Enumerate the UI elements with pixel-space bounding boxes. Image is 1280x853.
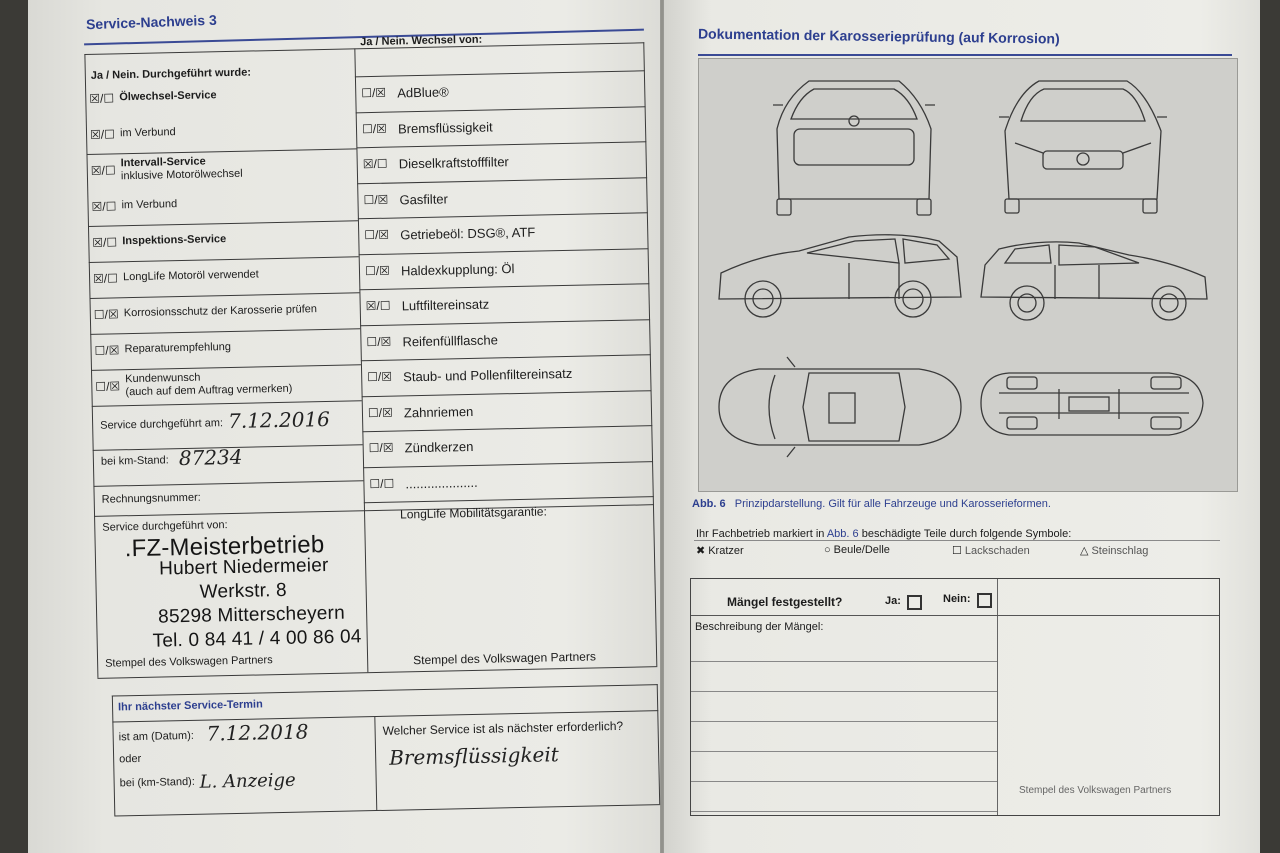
service-checkbox-pair[interactable]: ☒/☐ [92, 235, 118, 250]
row-line [361, 354, 651, 361]
stamp-text-line: Tel. 0 84 41 / 4 00 86 04 [152, 626, 362, 652]
part-checkbox-pair[interactable]: ☐/☒ [366, 334, 392, 349]
part-checkbox-pair[interactable]: ☒/☐ [362, 156, 388, 172]
stamp-caption-right: Stempel des Volkswagen Partners [412, 649, 597, 668]
right-column-header: Ja / Nein. Wechsel von: [360, 33, 483, 49]
damage-symbol-item [1080, 544, 1148, 557]
part-checkbox-pair[interactable]: ☐/☒ [364, 263, 390, 278]
part-checkbox-pair[interactable]: ☒/☐ [365, 298, 391, 314]
part-label: Gasfilter [399, 190, 449, 207]
part-label: Zündkerzen [404, 438, 474, 456]
next-date-label: ist am (Datum): [118, 729, 194, 744]
part-label: Bremsflüssigkeit [397, 118, 493, 136]
damage-symbol-item [824, 544, 890, 556]
row-line [88, 220, 358, 227]
row-line-invoice [94, 504, 654, 517]
row-line [362, 425, 652, 432]
damage-symbol-label: Beule/Delle [833, 544, 890, 556]
invoice-label: Rechnungsnummer: [101, 491, 201, 506]
part-label: Luftfiltereinsatz [401, 296, 490, 314]
next-frame-top [112, 684, 658, 696]
next-km-value[interactable]: L. Anzeige [199, 769, 296, 793]
service-checkbox-pair[interactable]: ☒/☐ [91, 199, 117, 214]
service-form [84, 24, 661, 836]
damage-symbol-icon: ○ [824, 544, 831, 556]
figure-caption [692, 498, 1051, 510]
damage-symbol-icon: ☐ [952, 545, 962, 557]
row-line [360, 319, 650, 326]
damage-symbols-legend [696, 544, 1216, 560]
instruction-ref: Abb. 6 [826, 528, 859, 540]
part-checkbox-pair[interactable]: ☐/☒ [363, 192, 389, 207]
description-line [691, 781, 997, 782]
description-label: Beschreibung der Mängel: [695, 621, 824, 633]
part-label: Zahnriemen [403, 403, 474, 420]
part-checkbox-pair[interactable]: ☐/☐ [369, 476, 395, 491]
next-frame-right [657, 684, 661, 804]
part-label: AdBlue® [397, 84, 449, 101]
row-line [355, 70, 645, 77]
stamp-text-line: .FZ-Meisterbetrieb [124, 531, 325, 563]
damage-symbol-item [696, 544, 744, 557]
part-label: Haldexkupplung: Öl [400, 260, 515, 278]
service-label: Reparaturempfehlung [124, 340, 232, 356]
part-label: Dieselkraftstofffilter [398, 154, 509, 172]
no-checkbox[interactable] [977, 593, 992, 608]
service-label: LongLife Motoröl verwendet [122, 268, 259, 284]
defects-question: Mängel festgestellt? [727, 595, 843, 609]
car-right-side-view [981, 242, 1207, 320]
or-label: oder [119, 752, 142, 766]
figure-label: Abb. 6 [692, 498, 726, 510]
next-appointment-title: Ihr nächster Service-Termin [117, 698, 263, 714]
service-label: Inspektions-Service [122, 233, 227, 248]
body-inspection-page [664, 0, 1260, 853]
service-date-label: Service durchgeführt am: [100, 417, 224, 432]
stamp-text-line: Hubert Niedermeier [158, 554, 329, 580]
car-body-diagram[interactable] [698, 58, 1238, 492]
dealer-stamp [108, 530, 360, 655]
damage-symbol-item [952, 544, 1030, 557]
page-title: Dokumentation der Karosserieprüfung (auf Korrosion) [697, 25, 1060, 47]
row-line [92, 400, 362, 407]
symbol-instruction [696, 528, 1071, 540]
damage-symbol-label: Kratzer [708, 545, 744, 557]
next-service-label: Welcher Service ist als nächster erforderlich? [382, 718, 624, 738]
part-label: Staub- und Pollenfiltereinsatz [403, 365, 573, 385]
damage-symbol-label: Lackschaden [964, 545, 1030, 557]
car-front-view [999, 81, 1167, 213]
service-checkbox-pair[interactable]: ☒/☐ [90, 163, 116, 178]
part-checkbox-pair[interactable]: ☐/☒ [368, 440, 394, 456]
stamp-text-line: 85298 Mitterscheyern [157, 602, 346, 628]
service-checkbox-pair[interactable]: ☐/☒ [93, 307, 119, 322]
yes-label: Ja: [885, 595, 901, 607]
service-checkbox-pair[interactable]: ☒/☐ [92, 271, 119, 286]
next-frame-bottom [114, 804, 660, 816]
yes-checkbox[interactable] [907, 595, 922, 610]
row-line [356, 141, 646, 148]
service-label: Intervall-Service [120, 155, 206, 170]
description-line [691, 721, 997, 722]
damage-symbol-label: Steinschlag [1091, 545, 1149, 557]
description-line [691, 661, 997, 662]
row-line [363, 461, 653, 468]
instruction-prefix: Ihr Fachbetrieb markiert in [696, 528, 827, 540]
stamp-text-line: Werkstr. 8 [199, 579, 288, 603]
service-label: Kundenwunsch [125, 371, 201, 386]
part-checkbox-pair[interactable]: ☐/☒ [364, 227, 390, 243]
next-km-label: bei (km-Stand): [119, 775, 195, 790]
part-checkbox-pair[interactable]: ☐/☒ [361, 121, 388, 136]
row-line [359, 248, 649, 255]
performed-by-label: Service durchgeführt von: [102, 519, 228, 534]
defects-box [690, 578, 1220, 816]
right-stamp-caption: Stempel des Volkswagen Partners [1019, 785, 1172, 796]
row-line-km [93, 480, 363, 487]
form-frame-left [84, 54, 98, 678]
car-rear-view [773, 81, 935, 215]
part-checkbox-pair[interactable]: ☐/☒ [367, 405, 393, 420]
car-top-view [719, 357, 961, 457]
row-line [358, 212, 648, 219]
row-line [90, 328, 360, 335]
service-sublabel: (auch auf dem Auftrag vermerken) [125, 382, 293, 399]
car-diagram-svg [699, 59, 1237, 491]
service-checkbox-pair[interactable]: ☐/☒ [95, 379, 121, 394]
part-label: .................... [405, 474, 478, 491]
service-label: Ölwechsel-Service [119, 89, 217, 104]
row-line [359, 283, 649, 290]
service-date-value[interactable]: 7.12.2016 [227, 406, 331, 434]
service-label: im Verbund [121, 198, 178, 212]
page-title: Service-Nachweis 3 [85, 11, 217, 33]
km-value[interactable]: 87234 [178, 444, 243, 471]
part-checkbox-pair[interactable]: ☐/☒ [361, 85, 387, 101]
row-line [362, 390, 652, 397]
next-column-divider [374, 716, 377, 810]
instruction-suffix: beschädigte Teile durch folgende Symbole: [858, 528, 1072, 540]
row-line [89, 292, 359, 299]
service-label: im Verbund [119, 126, 176, 140]
next-service-value[interactable]: Bremsflüssigkeit [388, 742, 560, 770]
damage-symbol-icon: ✖ [696, 545, 706, 557]
description-line [691, 811, 997, 812]
row-line [356, 106, 646, 113]
next-date-value[interactable]: 7.12.2018 [206, 719, 309, 746]
car-underbody-view [981, 373, 1203, 435]
service-label: Korrosionsschutz der Karosserie prüfen [123, 303, 318, 320]
part-label: Reifenfüllflasche [402, 331, 498, 349]
description-line [691, 691, 997, 692]
left-column-header: Ja / Nein. Durchgeführt wurde: [90, 66, 252, 82]
description-line [691, 751, 997, 752]
part-checkbox-pair[interactable]: ☐/☒ [367, 369, 393, 385]
figure-caption-text: Prinzipdarstellung. Gilt für alle Fahrzeuge und Karosserieformen. [734, 498, 1051, 510]
row-line [89, 256, 359, 263]
defects-header-rule [691, 615, 1219, 616]
row-line [364, 496, 654, 503]
km-label: bei km-Stand: [100, 454, 169, 468]
part-label: Getriebeöl: DSG®, ATF [400, 224, 536, 243]
next-frame-left [112, 696, 116, 816]
damage-symbol-icon: △ [1080, 545, 1089, 557]
instruction-rule [694, 540, 1220, 541]
row-line [86, 148, 356, 155]
row-line [91, 364, 361, 371]
service-sublabel: inklusive Motorölwechsel [120, 167, 243, 183]
service-checkbox-pair[interactable]: ☒/☐ [89, 127, 116, 142]
service-record-page [28, 0, 660, 853]
service-checkbox-pair[interactable]: ☐/☒ [94, 343, 120, 358]
row-line [357, 177, 647, 184]
stamp-caption-left: Stempel des Volkswagen Partners [105, 654, 273, 670]
car-left-side-view [719, 235, 961, 317]
no-label: Nein: [943, 593, 971, 605]
mobility-label: LongLife Mobilitätsgarantie: [399, 504, 547, 522]
service-checkbox-pair[interactable]: ☒/☐ [89, 91, 115, 106]
title-rule [698, 54, 1232, 56]
